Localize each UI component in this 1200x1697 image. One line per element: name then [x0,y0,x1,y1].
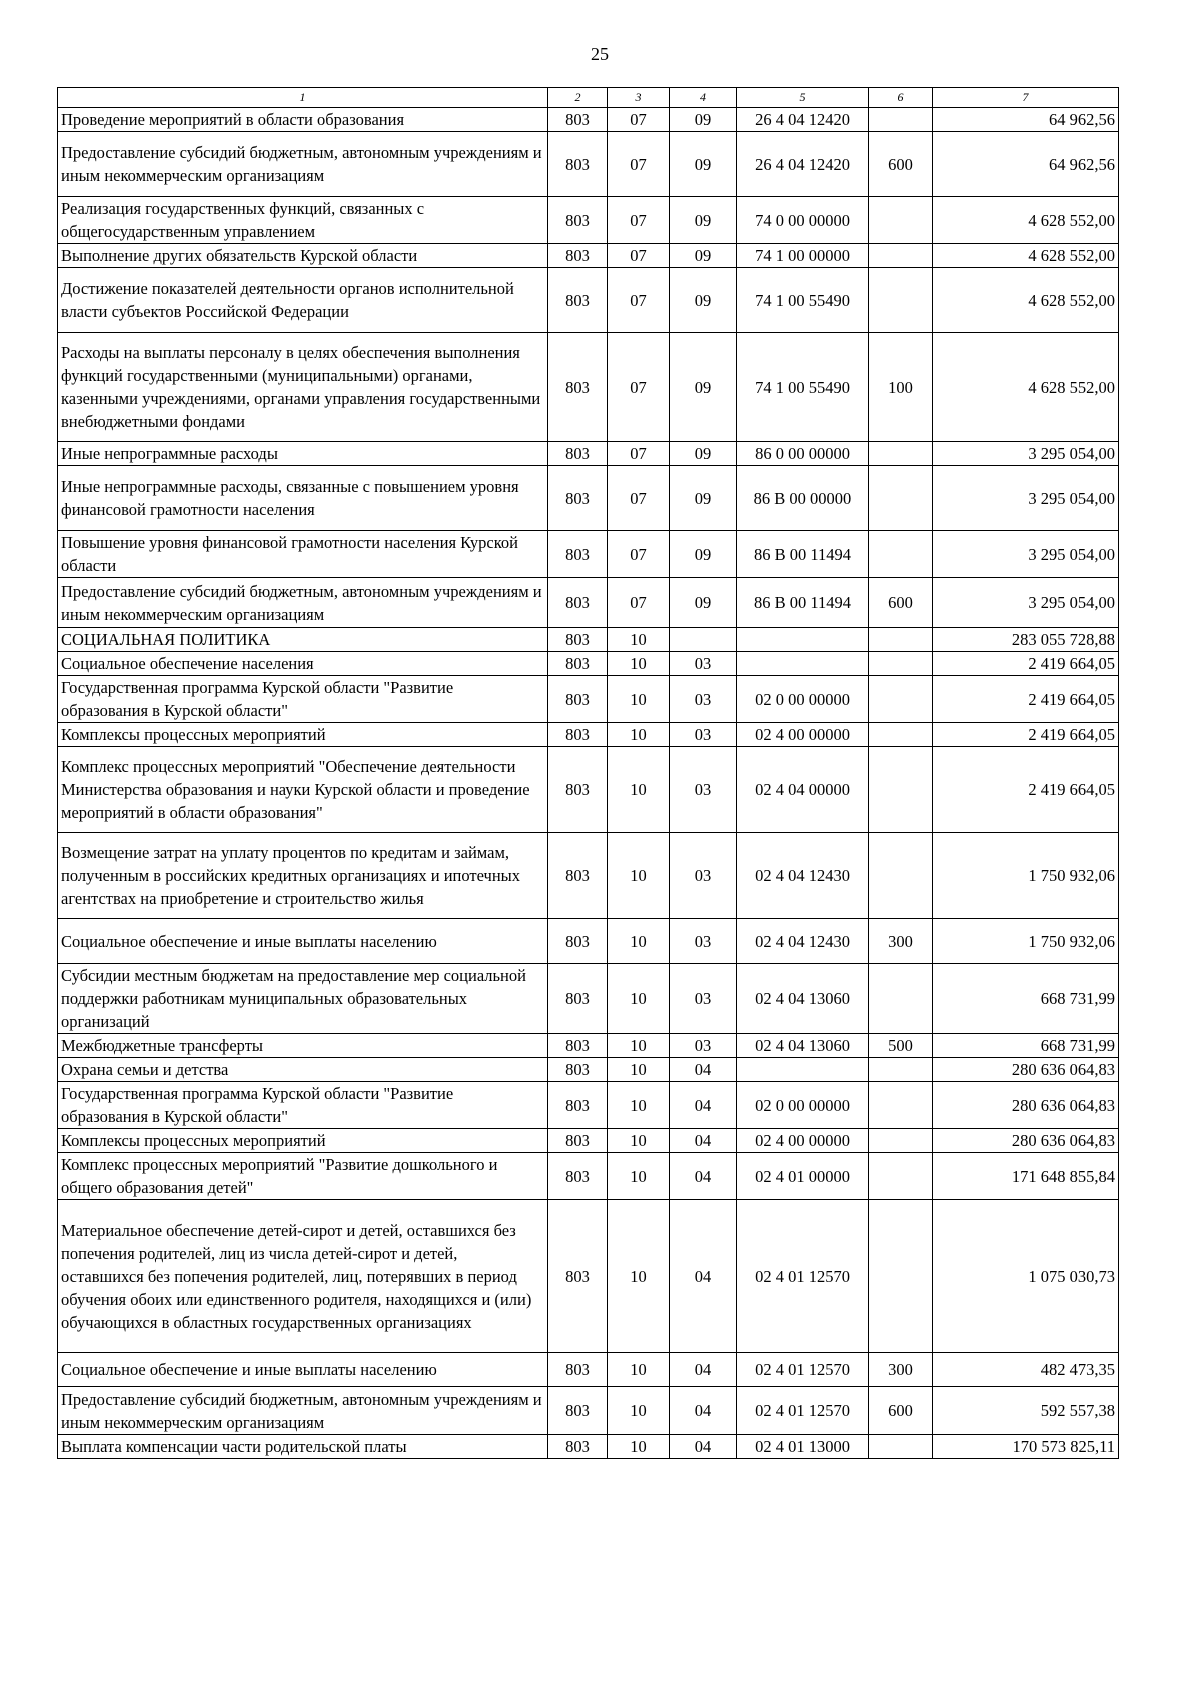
col-7-amount: 1 750 932,06 [933,919,1119,964]
col-3-value: 07 [608,578,670,628]
table-row [58,919,1119,964]
col-4-value: 04 [670,1153,737,1200]
col-2-value: 803 [548,964,608,1034]
col-5-value [737,1058,869,1082]
row-name: Выполнение других обязательств Курской области [58,244,548,268]
col-2-value: 803 [548,333,608,442]
col-4-value: 04 [670,1058,737,1082]
col-4-value: 09 [670,578,737,628]
col-6-value [869,964,933,1034]
col-5-value: 74 0 00 00000 [737,197,869,244]
col-3-value: 10 [608,652,670,676]
col-2-value: 803 [548,628,608,652]
col-5-value: 02 0 00 00000 [737,1082,869,1129]
row-name: Комплекс процессных мероприятий "Обеспечение деятельности Министерства образования и науки Курской области и проведение мероприятий в области образования" [58,747,548,833]
col-4-value: 09 [670,333,737,442]
column-header: 3 [608,88,670,108]
table-row [58,1129,1119,1153]
col-3-value: 07 [608,531,670,578]
table-row [58,723,1119,747]
table-row [58,244,1119,268]
col-2-value: 803 [548,268,608,333]
table-row [58,1200,1119,1353]
table-row [58,578,1119,628]
col-5-value: 02 4 01 12570 [737,1353,869,1387]
col-7-amount: 2 419 664,05 [933,676,1119,723]
col-3-value: 10 [608,919,670,964]
col-2-value: 803 [548,676,608,723]
table-row [58,442,1119,466]
col-3-value: 10 [608,1058,670,1082]
col-2-value: 803 [548,919,608,964]
col-5-value: 02 4 00 00000 [737,1129,869,1153]
col-7-amount: 4 628 552,00 [933,244,1119,268]
col-4-value [670,628,737,652]
col-5-value: 74 1 00 55490 [737,268,869,333]
row-name: Комплексы процессных мероприятий [58,723,548,747]
col-3-value: 10 [608,1034,670,1058]
row-name: Государственная программа Курской области "Развитие образования в Курской области" [58,676,548,723]
col-4-value: 04 [670,1353,737,1387]
col-6-value: 600 [869,132,933,197]
col-7-amount: 280 636 064,83 [933,1082,1119,1129]
column-header: 4 [670,88,737,108]
col-5-value: 02 4 04 12430 [737,919,869,964]
col-4-value: 03 [670,676,737,723]
col-3-value: 07 [608,466,670,531]
col-3-value: 10 [608,1129,670,1153]
table-row [58,132,1119,197]
col-5-value: 26 4 04 12420 [737,132,869,197]
table-row [58,531,1119,578]
row-name: Проведение мероприятий в области образования [58,108,548,132]
col-6-value [869,723,933,747]
col-5-value: 86 В 00 00000 [737,466,869,531]
col-3-value: 10 [608,1082,670,1129]
page-number: 25 [591,44,609,64]
col-4-value: 03 [670,833,737,919]
col-2-value: 803 [548,1200,608,1353]
col-5-value: 02 0 00 00000 [737,676,869,723]
col-7-amount: 592 557,38 [933,1387,1119,1435]
col-5-value: 86 0 00 00000 [737,442,869,466]
col-2-value: 803 [548,244,608,268]
col-4-value: 04 [670,1082,737,1129]
col-4-value: 09 [670,531,737,578]
col-2-value: 803 [548,466,608,531]
row-name: Социальное обеспечение и иные выплаты населению [58,919,548,964]
col-3-value: 07 [608,132,670,197]
table-row [58,1082,1119,1129]
budget-table [57,87,1119,1459]
col-2-value: 803 [548,652,608,676]
table-row [58,1058,1119,1082]
row-name: Социальное обеспечение населения [58,652,548,676]
col-7-amount: 283 055 728,88 [933,628,1119,652]
row-name: Возмещение затрат на уплату процентов по кредитам и займам, полученным в российских кредитных организациях и ипотечных агентствах на приобретение и строительство жилья [58,833,548,919]
col-7-amount: 3 295 054,00 [933,578,1119,628]
col-2-value: 803 [548,723,608,747]
col-3-value: 07 [608,244,670,268]
col-4-value: 09 [670,244,737,268]
col-4-value: 03 [670,652,737,676]
row-name: Государственная программа Курской области "Развитие образования в Курской области" [58,1082,548,1129]
col-7-amount: 3 295 054,00 [933,442,1119,466]
col-6-value [869,442,933,466]
col-7-amount: 280 636 064,83 [933,1058,1119,1082]
col-5-value: 02 4 01 12570 [737,1387,869,1435]
col-6-value [869,466,933,531]
col-7-amount: 3 295 054,00 [933,531,1119,578]
col-2-value: 803 [548,531,608,578]
col-3-value: 10 [608,1200,670,1353]
col-7-amount: 64 962,56 [933,132,1119,197]
col-7-amount: 2 419 664,05 [933,747,1119,833]
col-2-value: 803 [548,197,608,244]
col-5-value: 02 4 04 13060 [737,1034,869,1058]
col-5-value: 26 4 04 12420 [737,108,869,132]
col-6-value [869,1129,933,1153]
col-4-value: 04 [670,1435,737,1459]
col-5-value [737,628,869,652]
col-2-value: 803 [548,1058,608,1082]
col-7-amount: 4 628 552,00 [933,333,1119,442]
col-6-value [869,1058,933,1082]
row-name: Повышение уровня финансовой грамотности населения Курской области [58,531,548,578]
col-6-value [869,652,933,676]
table-row [58,652,1119,676]
table-row [58,747,1119,833]
col-4-value: 04 [670,1129,737,1153]
col-2-value: 803 [548,442,608,466]
col-5-value: 02 4 04 00000 [737,747,869,833]
row-name: Субсидии местным бюджетам на предоставление мер социальной поддержки работникам муниципальных образовательных организаций [58,964,548,1034]
col-7-amount: 1 075 030,73 [933,1200,1119,1353]
table-row [58,1435,1119,1459]
table-row [58,466,1119,531]
row-name: Комплекс процессных мероприятий "Развитие дошкольного и общего образования детей" [58,1153,548,1200]
col-4-value: 03 [670,747,737,833]
col-6-value [869,1082,933,1129]
row-name: Реализация государственных функций, связанных с общегосударственным управлением [58,197,548,244]
col-5-value: 02 4 04 12430 [737,833,869,919]
col-5-value: 86 В 00 11494 [737,578,869,628]
col-3-value: 07 [608,442,670,466]
col-3-value: 10 [608,833,670,919]
table-row [58,268,1119,333]
col-4-value: 09 [670,442,737,466]
col-5-value: 02 4 01 12570 [737,1200,869,1353]
col-6-value [869,676,933,723]
col-6-value: 600 [869,578,933,628]
col-5-value: 86 В 00 11494 [737,531,869,578]
col-3-value: 10 [608,1387,670,1435]
col-3-value: 10 [608,1153,670,1200]
col-3-value: 07 [608,268,670,333]
col-7-amount: 1 750 932,06 [933,833,1119,919]
col-6-value: 600 [869,1387,933,1435]
col-7-amount: 668 731,99 [933,964,1119,1034]
col-6-value [869,747,933,833]
col-6-value [869,531,933,578]
col-4-value: 03 [670,1034,737,1058]
row-name: Расходы на выплаты персоналу в целях обеспечения выполнения функций государственными (муниципальными) органами, казенными учреждениями, органами управления государственными внебюджетными фондами [58,333,548,442]
table-row [58,833,1119,919]
table-header-row [58,88,1119,108]
col-2-value: 803 [548,747,608,833]
col-2-value: 803 [548,1034,608,1058]
row-name: Иные непрограммные расходы, связанные с повышением уровня финансовой грамотности населения [58,466,548,531]
col-3-value: 10 [608,1435,670,1459]
col-4-value: 09 [670,108,737,132]
col-2-value: 803 [548,578,608,628]
col-5-value: 02 4 00 00000 [737,723,869,747]
col-7-amount: 171 648 855,84 [933,1153,1119,1200]
col-2-value: 803 [548,833,608,919]
row-name: Материальное обеспечение детей-сирот и детей, оставшихся без попечения родителей, лиц из числа детей-сирот и детей, оставшихся без попечения родителей, лиц, потерявших в период обучения обоих или единственного родителя, находящихся и (или) обучающихся в областных государственных организациях [58,1200,548,1353]
table-row [58,1387,1119,1435]
col-2-value: 803 [548,1129,608,1153]
row-name: Комплексы процессных мероприятий [58,1129,548,1153]
col-5-value: 02 4 04 13060 [737,964,869,1034]
col-7-amount: 2 419 664,05 [933,723,1119,747]
row-name: Предоставление субсидий бюджетным, автономным учреждениям и иным некоммерческим организациям [58,578,548,628]
row-name: Межбюджетные трансферты [58,1034,548,1058]
col-4-value: 09 [670,466,737,531]
col-5-value: 74 1 00 00000 [737,244,869,268]
col-3-value: 10 [608,628,670,652]
col-3-value: 07 [608,333,670,442]
column-header: 5 [737,88,869,108]
col-6-value [869,628,933,652]
col-4-value: 04 [670,1200,737,1353]
row-name: Иные непрограммные расходы [58,442,548,466]
col-6-value [869,197,933,244]
row-name: Предоставление субсидий бюджетным, автономным учреждениям и иным некоммерческим организациям [58,132,548,197]
table-row [58,1353,1119,1387]
col-2-value: 803 [548,132,608,197]
col-3-value: 10 [608,747,670,833]
row-name: Социальное обеспечение и иные выплаты населению [58,1353,548,1387]
col-3-value: 10 [608,1353,670,1387]
col-6-value [869,1435,933,1459]
col-6-value [869,1200,933,1353]
table-row [58,333,1119,442]
table-row [58,108,1119,132]
col-2-value: 803 [548,108,608,132]
col-4-value: 09 [670,268,737,333]
col-5-value: 02 4 01 13000 [737,1435,869,1459]
table-row [58,964,1119,1034]
col-4-value: 09 [670,132,737,197]
column-header: 7 [933,88,1119,108]
col-7-amount: 64 962,56 [933,108,1119,132]
column-header: 6 [869,88,933,108]
col-7-amount: 482 473,35 [933,1353,1119,1387]
col-3-value: 10 [608,676,670,723]
col-7-amount: 2 419 664,05 [933,652,1119,676]
col-6-value [869,268,933,333]
col-7-amount: 668 731,99 [933,1034,1119,1058]
col-7-amount: 4 628 552,00 [933,197,1119,244]
col-4-value: 03 [670,723,737,747]
column-header: 2 [548,88,608,108]
col-5-value: 74 1 00 55490 [737,333,869,442]
col-2-value: 803 [548,1435,608,1459]
col-7-amount: 3 295 054,00 [933,466,1119,531]
col-2-value: 803 [548,1082,608,1129]
col-4-value: 03 [670,964,737,1034]
col-3-value: 07 [608,197,670,244]
col-6-value [869,244,933,268]
col-6-value [869,1153,933,1200]
column-header: 1 [58,88,548,108]
col-5-value [737,652,869,676]
col-3-value: 10 [608,964,670,1034]
col-4-value: 09 [670,197,737,244]
col-2-value: 803 [548,1387,608,1435]
row-name: Достижение показателей деятельности органов исполнительной власти субъектов Российской Федерации [58,268,548,333]
table-row [58,676,1119,723]
table-row [58,1153,1119,1200]
col-3-value: 07 [608,108,670,132]
col-2-value: 803 [548,1353,608,1387]
row-name: Выплата компенсации части родительской платы [58,1435,548,1459]
table-row [58,628,1119,652]
col-6-value: 100 [869,333,933,442]
row-name: Охрана семьи и детства [58,1058,548,1082]
col-6-value [869,833,933,919]
col-7-amount: 170 573 825,11 [933,1435,1119,1459]
col-6-value: 300 [869,919,933,964]
col-2-value: 803 [548,1153,608,1200]
table-row [58,197,1119,244]
col-3-value: 10 [608,723,670,747]
row-name: Предоставление субсидий бюджетным, автономным учреждениям и иным некоммерческим организациям [58,1387,548,1435]
col-7-amount: 4 628 552,00 [933,268,1119,333]
col-5-value: 02 4 01 00000 [737,1153,869,1200]
row-name: СОЦИАЛЬНАЯ ПОЛИТИКА [58,628,548,652]
table-row [58,1034,1119,1058]
col-6-value [869,108,933,132]
col-7-amount: 280 636 064,83 [933,1129,1119,1153]
col-4-value: 03 [670,919,737,964]
col-6-value: 300 [869,1353,933,1387]
col-6-value: 500 [869,1034,933,1058]
col-4-value: 04 [670,1387,737,1435]
